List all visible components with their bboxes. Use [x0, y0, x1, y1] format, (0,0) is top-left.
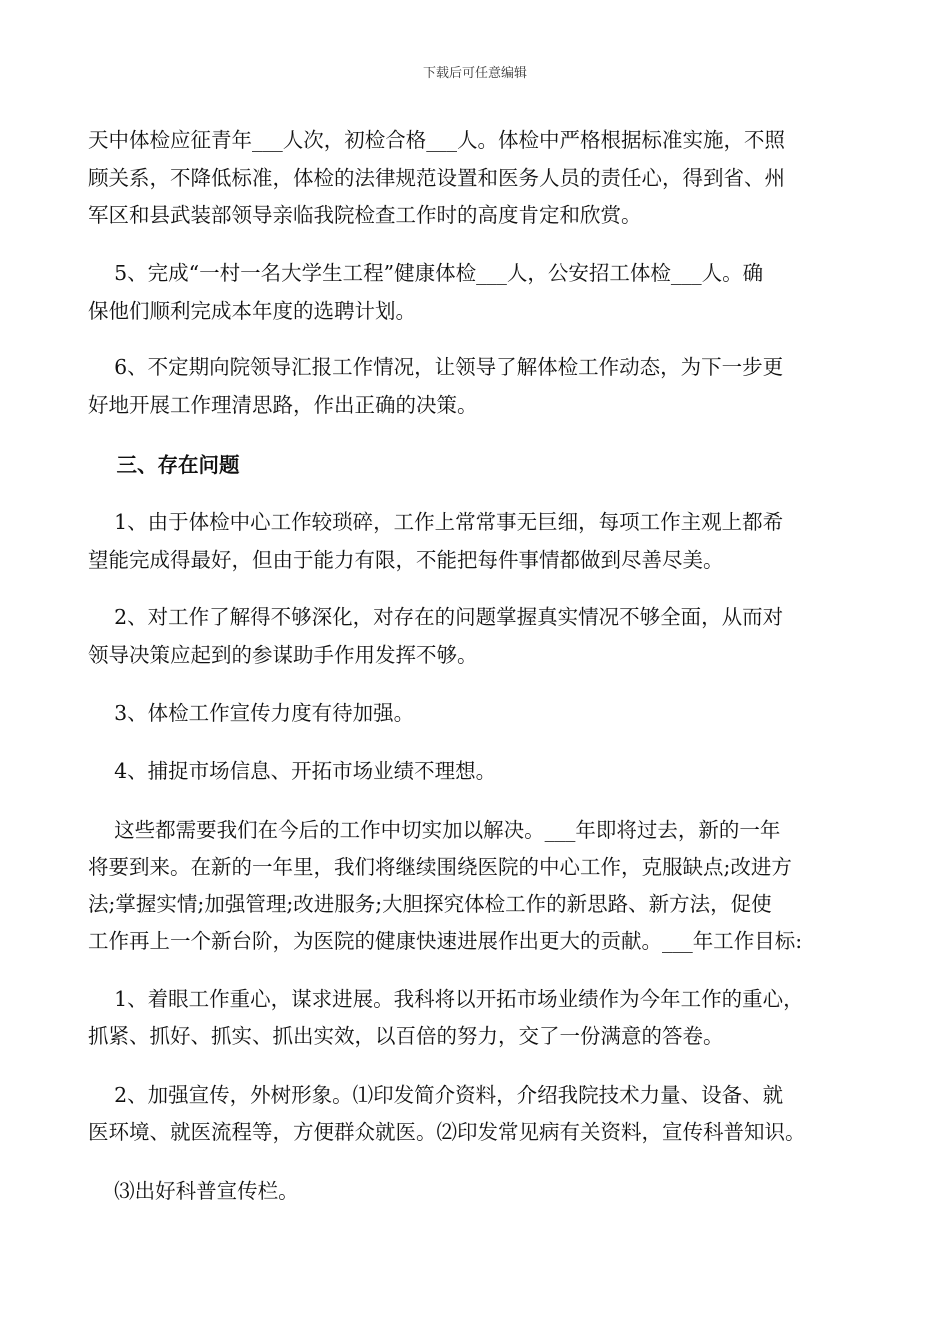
text-line: 这些都需要我们在今后的工作中切实加以解决。___年即将过去，新的一年	[88, 818, 781, 842]
text-line: 1、由于体检中心工作较琐碎，工作上常常事无巨细，每项工作主观上都希	[88, 510, 784, 534]
page-header: 下载后可任意编辑	[422, 66, 527, 81]
text-line: ⑶出好科普宣传栏。	[88, 1179, 299, 1203]
text-line: 4、捕捉市场信息、开拓市场业绩不理想。	[88, 759, 497, 783]
text-line: 2、对工作了解得不够深化，对存在的问题掌握真实情况不够全面，从而对	[88, 605, 784, 629]
text-line: 抓紧、抓好、抓实、抓出实效，以百倍的努力，交了一份满意的答卷。	[88, 1024, 724, 1048]
text-line: 5、完成“一村一名大学生工程”健康体检___人，公安招工体检___人。确	[88, 261, 764, 285]
text-line: 法;掌握实情;加强管理;改进服务;大胆探究体检工作的新思路、新方法，促使	[88, 892, 772, 916]
text-line: 工作再上一个新台阶，为医院的健康快速进展作出更大的贡献。___年工作目标:	[88, 929, 803, 953]
text-line: 好地开展工作理清思路，作出正确的决策。	[88, 393, 478, 417]
text-line: 医环境、就医流程等，方便群众就医。⑵印发常见病有关资料，宣传科普知识。	[88, 1120, 806, 1144]
text-line: 1、着眼工作重心，谋求进展。我科将以开拓市场业绩作为今年工作的重心，	[88, 987, 804, 1011]
section-heading: 三、存在问题	[88, 453, 240, 477]
text-line: 军区和县武装部领导亲临我院检查工作时的高度肯定和欣赏。	[88, 203, 642, 227]
text-line: 2、加强宣传，外树形象。⑴印发简介资料，介绍我院技术力量、设备、就	[88, 1083, 784, 1107]
text-line: 望能完成得最好，但由于能力有限，不能把每件事情都做到尽善尽美。	[88, 548, 724, 572]
text-line: 保他们顺利完成本年度的选聘计划。	[88, 299, 416, 323]
text-line: 将要到来。在新的一年里，我们将继续围绕医院的中心工作，克服缺点;改进方	[88, 855, 792, 879]
text-line: 领导决策应起到的参谋助手作用发挥不够。	[88, 643, 478, 667]
text-line: 3、体检工作宣传力度有待加强。	[88, 701, 415, 725]
text-line: 6、不定期向院领导汇报工作情况，让领导了解体检工作动态，为下一步更	[88, 355, 784, 379]
text-line: 顾关系，不降低标准，体检的法律规范设置和医务人员的责任心，得到省、州	[88, 166, 785, 190]
text-line: 天中体检应征青年___人次，初检合格___人。体检中严格根据标准实施，不照	[88, 128, 785, 152]
